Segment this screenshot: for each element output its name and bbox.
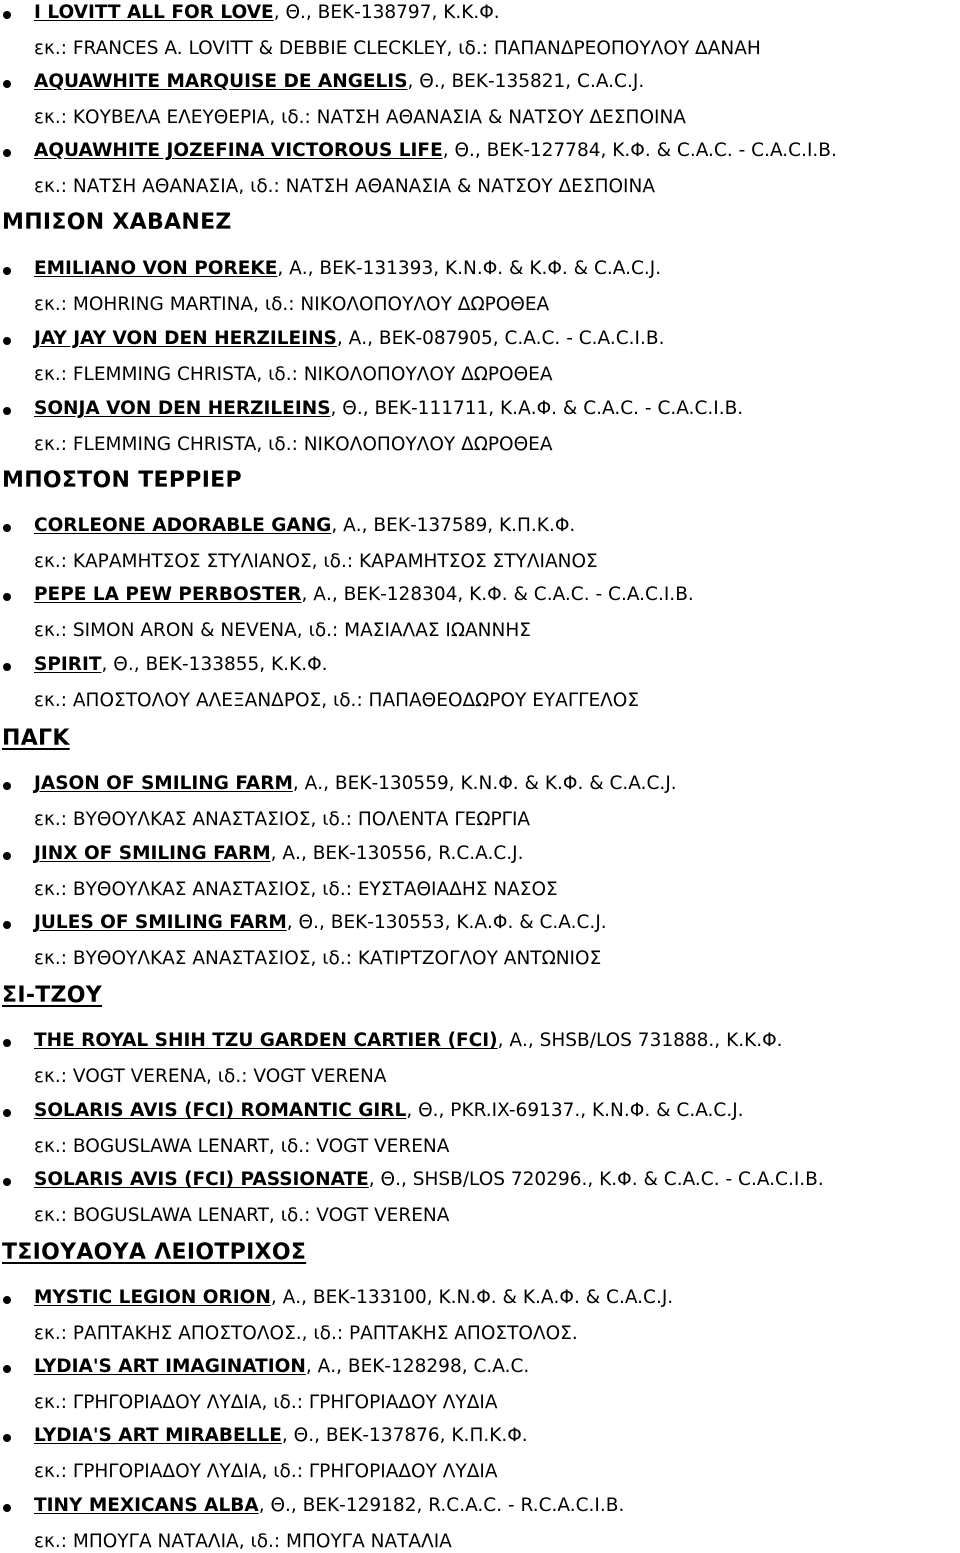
breeder-owner-line: εκ.: FRANCES A. LOVITT & DEBBIE CLECKLEY, ιδ.: ΠΑΠΑΝΔΡΕΟΠΟΥΛΟΥ ΔΑΝΑΗ (34, 38, 761, 59)
bullet-icon (3, 149, 11, 157)
dog-details: , Α., ΒΕΚ-128304, Κ.Φ. & C.A.C. - C.A.C.I.B. (301, 584, 694, 605)
bullet-icon (3, 1434, 11, 1442)
bullet-icon (3, 1109, 11, 1117)
dog-name: LYDIA'S ART IMAGINATION (34, 1356, 306, 1377)
dog-details: , Θ., ΒΕΚ-111711, Κ.Α.Φ. & C.A.C. - C.A.C.I.B. (330, 398, 744, 419)
dog-name: PEPE LA PEW PERBOSTER (34, 584, 302, 605)
dog-name: THE ROYAL SHIH TZU GARDEN CARTIER (FCI) (34, 1030, 498, 1051)
breed-heading: ΤΣΙΟΥΑΟΥΑ ΛΕΙΟΤΡΙΧΟΣ (2, 1240, 307, 1265)
dog-details: , Α., ΒΕΚ-137589, Κ.Π.Κ.Φ. (331, 515, 576, 536)
dog-details: , Θ., PKR.IX-69137., Κ.Ν.Φ. & C.A.C.J. (406, 1100, 744, 1121)
breeder-owner-line: εκ.: VOGT VERENA, ιδ.: VOGT VERENA (34, 1066, 387, 1087)
breeder-owner-line: εκ.: ΒΥΘΟΥΛΚΑΣ ΑΝΑΣΤΑΣΙΟΣ, ιδ.: ΕΥΣΤΑΘΙΑΔΗΣ ΝΑΣΟΣ (34, 879, 558, 900)
breeder-owner-line: εκ.: SIMON ARON & NEVENA, ιδ.: ΜΑΣΙΑΛΑΣ ΙΩΑΝΝΗΣ (34, 620, 531, 641)
bullet-icon (3, 1039, 11, 1047)
bullet-icon (3, 782, 11, 790)
dog-details: , Α., ΒΕΚ-130556, R.C.A.C.J. (270, 843, 524, 864)
bullet-icon (3, 663, 11, 671)
breed-heading: ΜΠΟΣΤΟΝ ΤΕΡΡΙΕΡ (2, 468, 242, 493)
dog-name: TINY MEXICANS ALBA (34, 1495, 259, 1516)
dog-name: I LOVITT ALL FOR LOVE (34, 2, 274, 23)
dog-details: , Θ., ΒΕΚ-138797, Κ.Κ.Φ. (273, 2, 500, 23)
breeder-owner-line: εκ.: ΒΥΘΟΥΛΚΑΣ ΑΝΑΣΤΑΣΙΟΣ, ιδ.: ΠΟΛΕΝΤΑ ΓΕΩΡΓΙΑ (34, 809, 531, 830)
bullet-icon (3, 1296, 11, 1304)
dog-name: SPIRIT (34, 654, 102, 675)
dog-details: , Θ., ΒΕΚ-129182, R.C.A.C. - R.C.A.C.I.B. (258, 1495, 625, 1516)
dog-name: JASON OF SMILING FARM (34, 773, 293, 794)
dog-details: , Α., ΒΕΚ-128298, C.A.C. (305, 1356, 530, 1377)
dog-details: , Θ., ΒΕΚ-137876, Κ.Π.Κ.Φ. (281, 1425, 528, 1446)
bullet-icon (3, 11, 11, 19)
bullet-icon (3, 337, 11, 345)
dog-details: , Θ., ΒΕΚ-130553, Κ.Α.Φ. & C.A.C.J. (286, 912, 607, 933)
breeder-owner-line: εκ.: BOGUSLAWA LENART, ιδ.: VOGT VERENA (34, 1205, 450, 1226)
bullet-icon (3, 80, 11, 88)
dog-name: SOLARIS AVIS (FCI) PASSIONATE (34, 1169, 369, 1190)
bullet-icon (3, 407, 11, 415)
dog-name: JULES OF SMILING FARM (34, 912, 287, 933)
breeder-owner-line: εκ.: ΜΠΟΥΓΑ ΝΑΤΑΛΙΑ, ιδ.: ΜΠΟΥΓΑ ΝΑΤΑΛΙΑ (34, 1531, 452, 1552)
dog-details: , Θ., ΒΕΚ-127784, Κ.Φ. & C.A.C. - C.A.C.I.B. (442, 140, 837, 161)
bullet-icon (3, 1365, 11, 1373)
breeder-owner-line: εκ.: FLEMMING CHRISTA, ιδ.: ΝΙΚΟΛΟΠΟΥΛΟΥ ΔΩΡΟΘΕΑ (34, 364, 553, 385)
breed-heading: ΠΑΓΚ (2, 726, 70, 751)
dog-name: AQUAWHITE JOZEFINA VICTOROUS LIFE (34, 140, 443, 161)
dog-details: , Θ., ΒΕΚ-135821, C.A.C.J. (407, 71, 645, 92)
breed-heading: ΜΠΙΣΟΝ ΧΑΒΑΝΕΖ (2, 210, 232, 235)
breeder-owner-line: εκ.: BOGUSLAWA LENART, ιδ.: VOGT VERENA (34, 1136, 450, 1157)
bullet-icon (3, 267, 11, 275)
dog-name: EMILIANO VON POREKE (34, 258, 278, 279)
bullet-icon (3, 524, 11, 532)
breeder-owner-line: εκ.: ΝΑΤΣΗ ΑΘΑΝΑΣΙΑ, ιδ.: ΝΑΤΣΗ ΑΘΑΝΑΣΙΑ & ΝΑΤΣΟΥ ΔΕΣΠΟΙΝΑ (34, 176, 655, 197)
breeder-owner-line: εκ.: ΓΡΗΓΟΡΙΑΔΟΥ ΛΥΔΙΑ, ιδ.: ΓΡΗΓΟΡΙΑΔΟΥ ΛΥΔΙΑ (34, 1392, 498, 1413)
dog-details: , Α., SHSB/LOS 731888., Κ.Κ.Φ. (497, 1030, 783, 1051)
breeder-owner-line: εκ.: ΚΑΡΑΜΗΤΣΟΣ ΣΤΥΛΙΑΝΟΣ, ιδ.: ΚΑΡΑΜΗΤΣΟΣ ΣΤΥΛΙΑΝΟΣ (34, 551, 598, 572)
bullet-icon (3, 593, 11, 601)
breeder-owner-line: εκ.: ΑΠΟΣΤΟΛΟΥ ΑΛΕΞΑΝΔΡΟΣ, ιδ.: ΠΑΠΑΘΕΟΔΩΡΟΥ ΕΥΑΓΓΕΛΟΣ (34, 690, 640, 711)
dog-name: SONJA VON DEN HERZILEINS (34, 398, 331, 419)
bullet-icon (3, 852, 11, 860)
dog-name: LYDIA'S ART MIRABELLE (34, 1425, 282, 1446)
bullet-icon (3, 1504, 11, 1512)
dog-details: , Α., ΒΕΚ-130559, Κ.Ν.Φ. & Κ.Φ. & C.A.C.J. (292, 773, 677, 794)
dog-name: JAY JAY VON DEN HERZILEINS (34, 328, 337, 349)
breeder-owner-line: εκ.: MOHRING MARTINA, ιδ.: ΝΙΚΟΛΟΠΟΥΛΟΥ ΔΩΡΟΘΕΑ (34, 294, 550, 315)
dog-name: CORLEONE ADORABLE GANG (34, 515, 332, 536)
bullet-icon (3, 921, 11, 929)
dog-details: , Α., ΒΕΚ-087905, C.A.C. - C.A.C.I.B. (336, 328, 665, 349)
breed-heading: ΣΙ-ΤΖΟΥ (2, 983, 103, 1008)
breeder-owner-line: εκ.: ΚΟΥΒΕΛΑ ΕΛΕΥΘΕΡΙΑ, ιδ.: ΝΑΤΣΗ ΑΘΑΝΑΣΙΑ & ΝΑΤΣΟΥ ΔΕΣΠΟΙΝΑ (34, 107, 686, 128)
dog-name: MYSTIC LEGION ORION (34, 1287, 271, 1308)
dog-name: AQUAWHITE MARQUISE DE ANGELIS (34, 71, 408, 92)
dog-name: SOLARIS AVIS (FCI) ROMANTIC GIRL (34, 1100, 407, 1121)
breeder-owner-line: εκ.: FLEMMING CHRISTA, ιδ.: ΝΙΚΟΛΟΠΟΥΛΟΥ ΔΩΡΟΘΕΑ (34, 434, 553, 455)
dog-name: JINX OF SMILING FARM (34, 843, 271, 864)
dog-details: , Θ., ΒΕΚ-133855, Κ.Κ.Φ. (101, 654, 328, 675)
breeder-owner-line: εκ.: ΓΡΗΓΟΡΙΑΔΟΥ ΛΥΔΙΑ, ιδ.: ΓΡΗΓΟΡΙΑΔΟΥ ΛΥΔΙΑ (34, 1461, 498, 1482)
breeder-owner-line: εκ.: ΒΥΘΟΥΛΚΑΣ ΑΝΑΣΤΑΣΙΟΣ, ιδ.: ΚΑΤΙΡΤΖΟΓΛΟΥ ΑΝΤΩΝΙΟΣ (34, 948, 602, 969)
dog-details: , Α., ΒΕΚ-131393, Κ.Ν.Φ. & Κ.Φ. & C.A.C.J. (277, 258, 662, 279)
breeder-owner-line: εκ.: ΡΑΠΤΑΚΗΣ ΑΠΟΣΤΟΛΟΣ., ιδ.: ΡΑΠΤΑΚΗΣ ΑΠΟΣΤΟΛΟΣ. (34, 1323, 578, 1344)
bullet-icon (3, 1178, 11, 1186)
dog-details: , Θ., SHSB/LOS 720296., Κ.Φ. & C.A.C. - C.A.C.I.B. (368, 1169, 824, 1190)
dog-details: , Α., ΒΕΚ-133100, Κ.Ν.Φ. & Κ.Α.Φ. & C.A.C.J. (270, 1287, 674, 1308)
